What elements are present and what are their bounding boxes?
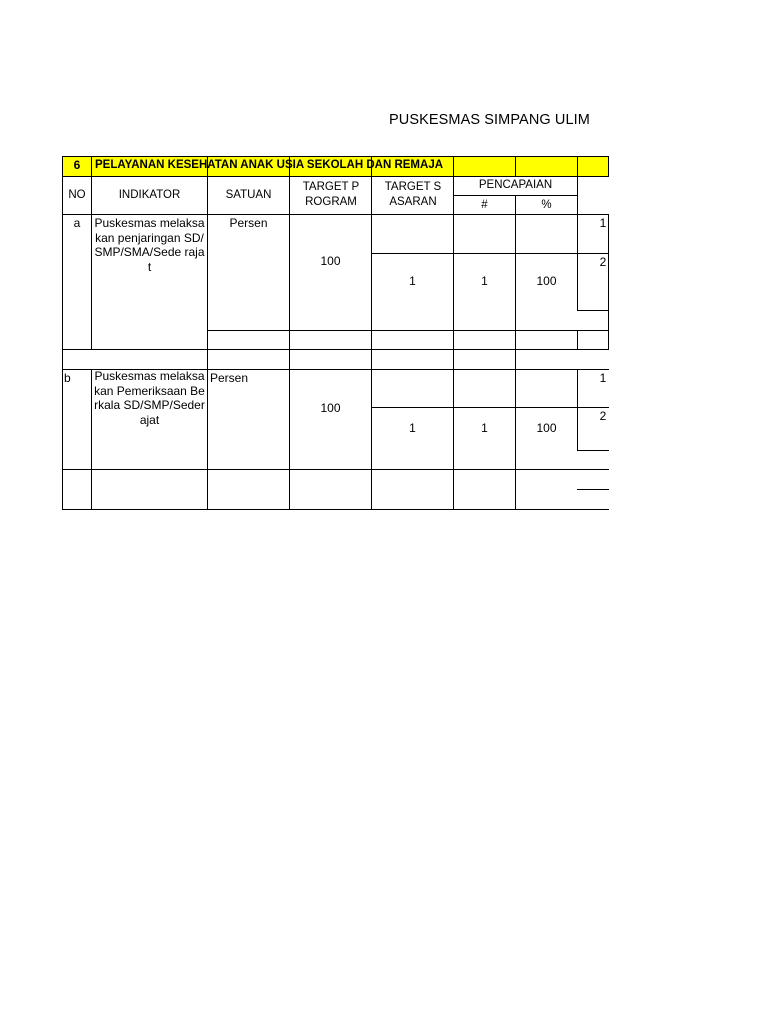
row-b-target-sasaran: 1 [409, 421, 416, 435]
header-no: NO [68, 189, 86, 201]
row-b-pencapaian-count: 1 [481, 421, 488, 435]
header-percent: % [541, 199, 552, 211]
row-a-satuan: Persen [229, 216, 268, 230]
row-b-side-mark-2: 2 [599, 409, 607, 423]
header-target-sasaran: TARGET SASARAN [384, 181, 442, 208]
row-b-no: b [64, 371, 71, 385]
header-satuan: SATUAN [225, 189, 272, 201]
header-pencapaian: PENCAPAIAN [478, 179, 553, 191]
section-number: 6 [73, 158, 81, 172]
row-a-pencapaian-count: 1 [481, 274, 488, 288]
header-target-program: TARGET PROGRAM [302, 181, 360, 208]
row-b-satuan: Persen [210, 371, 249, 385]
row-a-indikator: Puskesmas melaksakan penjaringan SD/SMP/SMA/Sede rajat [94, 216, 205, 274]
row-b-target-program: 100 [320, 401, 341, 415]
row-b-pencapaian-percent: 100 [536, 421, 557, 435]
header-indikator: INDIKATOR [118, 189, 181, 201]
row-a-no: a [73, 216, 81, 230]
row-a-target-program: 100 [320, 254, 341, 268]
row-b-indikator: Puskesmas melaksakan Pemeriksaan Berkala SD/SMP/Sederajat [94, 369, 205, 427]
header-count: # [481, 199, 488, 211]
page-title: PUSKESMAS SIMPANG ULIM [389, 112, 590, 128]
row-b-side-mark-1: 1 [599, 371, 607, 385]
row-a-pencapaian-percent: 100 [536, 274, 557, 288]
row-a-target-sasaran: 1 [409, 274, 416, 288]
row-a-side-mark-2: 2 [599, 255, 607, 269]
row-a-side-mark-1: 1 [599, 216, 607, 230]
section-title: PELAYANAN KESEHATAN ANAK USIA SEKOLAH DAN REMAJA [95, 159, 444, 171]
